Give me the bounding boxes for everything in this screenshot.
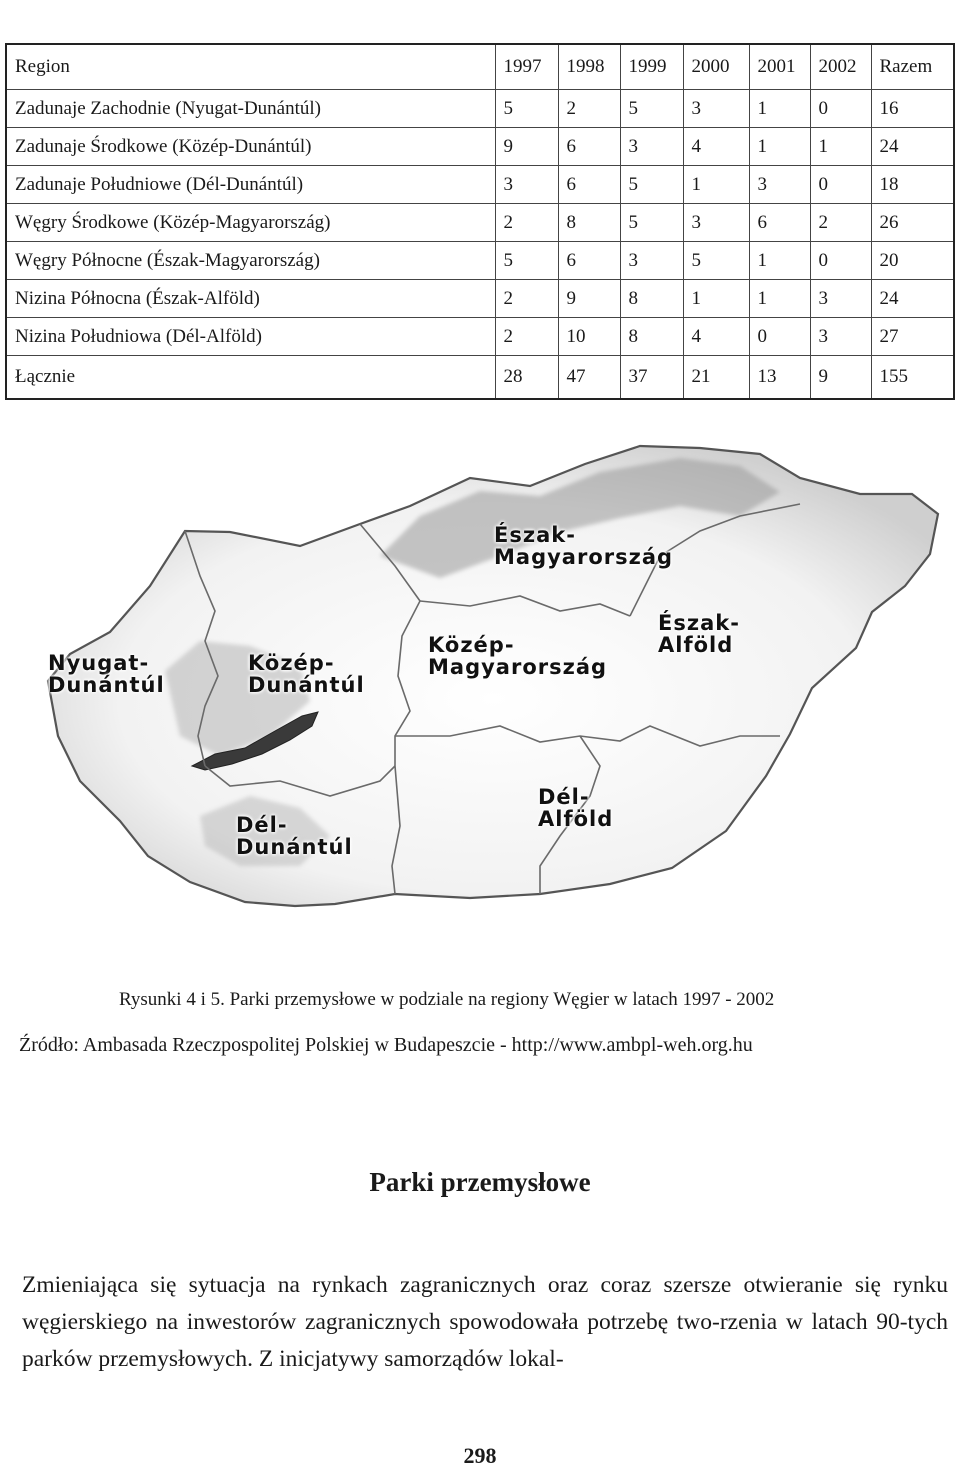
table-header-cell: Region	[6, 44, 495, 90]
value-cell: 5	[495, 242, 558, 280]
value-cell: 1	[749, 128, 810, 166]
region-name-cell: Nizina Północna (Észak-Alföld)	[6, 280, 495, 318]
value-cell: 0	[810, 90, 871, 128]
value-cell: 6	[749, 204, 810, 242]
value-cell: 5	[620, 90, 683, 128]
value-cell: 5	[495, 90, 558, 128]
table-header-cell: 2001	[749, 44, 810, 90]
value-cell: 9	[495, 128, 558, 166]
value-cell: 21	[683, 356, 749, 400]
region-name-cell: Zadunaje Południowe (Dél-Dunántúl)	[6, 166, 495, 204]
map-label-del-dunantul	[236, 814, 353, 858]
table-row	[6, 90, 954, 128]
value-cell: 28	[495, 356, 558, 400]
total-cell: 18	[871, 166, 954, 204]
value-cell: 3	[749, 166, 810, 204]
total-cell: 24	[871, 128, 954, 166]
section-title: Parki przemysłowe	[369, 1167, 591, 1197]
table-header-cell: 1997	[495, 44, 558, 90]
value-cell: 3	[810, 280, 871, 318]
map-label-line: Dunántúl	[236, 835, 353, 859]
map-label-line: Magyarország	[494, 545, 674, 569]
region-table	[5, 43, 955, 400]
map-label-line: Alföld	[538, 807, 614, 831]
region-name-cell: Łącznie	[6, 356, 495, 400]
total-cell: 155	[871, 356, 954, 400]
value-cell: 3	[495, 166, 558, 204]
region-name-cell: Węgry Środkowe (Közép-Magyarország)	[6, 204, 495, 242]
map-label-line: Dunántúl	[48, 673, 165, 697]
map-label-line: Dél-	[236, 813, 288, 837]
total-cell: 26	[871, 204, 954, 242]
region-name-cell: Węgry Północne (Észak-Magyarország)	[6, 242, 495, 280]
value-cell: 1	[810, 128, 871, 166]
table-row	[6, 128, 954, 166]
value-cell: 8	[620, 280, 683, 318]
value-cell: 5	[683, 242, 749, 280]
figure-caption: Rysunki 4 i 5. Parki przemysłowe w podziale na regiony Węgier w latach 1997 - 2002	[119, 989, 775, 1010]
value-cell: 2	[495, 204, 558, 242]
map-label-line: Dunántúl	[248, 673, 365, 697]
table-row	[6, 166, 954, 204]
value-cell: 0	[810, 166, 871, 204]
value-cell: 2	[558, 90, 620, 128]
map-label-line: Magyarország	[428, 655, 608, 679]
value-cell: 8	[620, 318, 683, 356]
table-row	[6, 204, 954, 242]
value-cell: 3	[683, 204, 749, 242]
value-cell: 9	[558, 280, 620, 318]
value-cell: 37	[620, 356, 683, 400]
map-label-line: Nyugat-	[48, 651, 150, 675]
map-label-line: Észak-	[658, 611, 740, 635]
table-row	[6, 242, 954, 280]
value-cell: 6	[558, 128, 620, 166]
region-name-cell: Nizina Południowa (Dél-Alföld)	[6, 318, 495, 356]
value-cell: 2	[495, 318, 558, 356]
table-row	[6, 280, 954, 318]
map-label-nyugat-dunantul	[48, 652, 165, 696]
map-label-eszak-magyarorszag	[494, 524, 673, 568]
value-cell: 2	[810, 204, 871, 242]
map-label-kozep-dunantul	[248, 652, 365, 696]
value-cell: 5	[620, 204, 683, 242]
value-cell: 4	[683, 318, 749, 356]
value-cell: 3	[810, 318, 871, 356]
value-cell: 3	[620, 242, 683, 280]
table-total-row	[6, 356, 954, 400]
map-label-eszak-alfold	[658, 612, 740, 656]
map-label-line: Észak-	[494, 523, 576, 547]
table-header-cell: 2000	[683, 44, 749, 90]
value-cell: 8	[558, 204, 620, 242]
value-cell: 3	[683, 90, 749, 128]
body-paragraph: Zmieniająca się sytuacja na rynkach zagranicznych oraz coraz szersze otwieranie się rynku węgierskiego na inwestorów zagranicznych spowodowała potrzebę two-rzenia w latach 90-tych parków przemysłowych. Z inicjatywy samorządów lokal-	[22, 1272, 948, 1372]
region-name-cell: Zadunaje Zachodnie (Nyugat-Dunántúl)	[6, 90, 495, 128]
map-label-del-alfold	[538, 786, 613, 830]
value-cell: 1	[683, 166, 749, 204]
region-name-cell: Zadunaje Środkowe (Közép-Dunántúl)	[6, 128, 495, 166]
table-header-cell: 2002	[810, 44, 871, 90]
value-cell: 4	[683, 128, 749, 166]
hungary-regions-map	[0, 436, 960, 966]
map-label-kozep-magyarorszag	[428, 634, 607, 678]
total-cell: 20	[871, 242, 954, 280]
value-cell: 0	[810, 242, 871, 280]
total-cell: 16	[871, 90, 954, 128]
value-cell: 2	[495, 280, 558, 318]
value-cell: 3	[620, 128, 683, 166]
map-label-line: Alföld	[658, 633, 734, 657]
value-cell: 1	[749, 280, 810, 318]
table-header-cell: Razem	[871, 44, 954, 90]
table-header-cell: 1999	[620, 44, 683, 90]
table-row	[6, 318, 954, 356]
map-label-line: Közép-	[428, 633, 515, 657]
page-number: 298	[463, 1443, 497, 1468]
value-cell: 13	[749, 356, 810, 400]
value-cell: 1	[683, 280, 749, 318]
map-label-line: Közép-	[248, 651, 335, 675]
table-header-row	[6, 44, 954, 90]
value-cell: 5	[620, 166, 683, 204]
map-graphic	[0, 436, 960, 966]
total-cell: 24	[871, 280, 954, 318]
value-cell: 6	[558, 166, 620, 204]
value-cell: 10	[558, 318, 620, 356]
total-cell: 27	[871, 318, 954, 356]
table-header-cell: 1998	[558, 44, 620, 90]
value-cell: 0	[749, 318, 810, 356]
value-cell: 9	[810, 356, 871, 400]
value-cell: 1	[749, 242, 810, 280]
value-cell: 1	[749, 90, 810, 128]
map-label-line: Dél-	[538, 785, 590, 809]
value-cell: 47	[558, 356, 620, 400]
source-caption: Źródło: Ambasada Rzeczpospolitej Polskiej w Budapeszcie - http://www.ambpl-weh.org.hu	[19, 1034, 753, 1056]
value-cell: 6	[558, 242, 620, 280]
